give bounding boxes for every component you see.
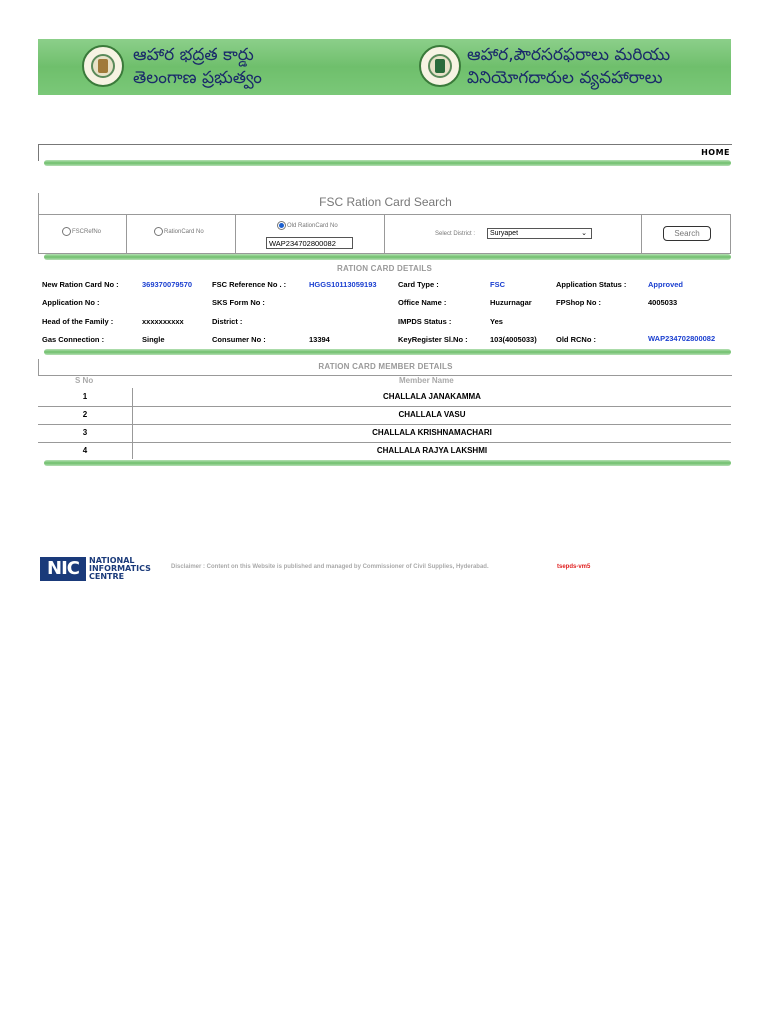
search-button[interactable]: Search	[663, 226, 711, 241]
civil-supplies-emblem-icon	[419, 45, 461, 87]
section-title-members: RATION CARD MEMBER DETAILS	[318, 362, 453, 371]
banner-right-line1: ఆహార,పౌరసరఫరాలు మరియు	[467, 45, 671, 65]
row-member-name: CHALLALA KRISHNAMACHARI	[372, 428, 492, 437]
search-form	[38, 214, 731, 254]
value-gas-connection: Single	[142, 335, 165, 344]
radio-old-rationcard-no[interactable]	[277, 221, 286, 230]
banner-left-line1: ఆహార భద్రత కార్డు	[133, 45, 254, 65]
district-label: Select District :	[435, 231, 476, 237]
label-fpshop-no: FPShop No :	[556, 298, 601, 307]
label-office-name: Office Name :	[398, 298, 447, 307]
divider	[44, 254, 731, 260]
server-tag: tsepds-vm5	[557, 564, 591, 570]
column-header-member-name: Member Name	[399, 376, 454, 385]
value-head-of-family: xxxxxxxxxx	[142, 317, 184, 326]
table-row	[38, 442, 731, 460]
value-fpshop-no: 4005033	[648, 298, 678, 307]
cell-divider	[641, 215, 642, 253]
label-district: District :	[212, 317, 243, 326]
value-impds-status: Yes	[490, 317, 503, 326]
telangana-emblem-icon	[82, 45, 124, 87]
radio-old-rationcard-label: Old RationCard No	[287, 223, 338, 229]
disclaimer-text: Disclaimer : Content on this Website is published and managed by Commissioner of Civil Supplies, Hyderabad.	[171, 564, 489, 570]
banner-right-line2: వినియోగదారుల వ్యవహారాలు	[467, 68, 663, 88]
search-title-row	[38, 193, 732, 214]
radio-rationcard-label: RationCard No	[164, 229, 204, 235]
nic-abbr: NIC	[40, 557, 86, 581]
value-consumer-no: 13394	[309, 335, 330, 344]
table-row	[38, 424, 731, 443]
label-consumer-no: Consumer No :	[212, 335, 266, 344]
label-keyregister: KeyRegister Sl.No :	[398, 335, 468, 344]
row-sno: 2	[82, 410, 88, 419]
value-old-rcno: WAP234702800082	[648, 334, 716, 343]
label-fsc-reference: FSC Reference No . :	[212, 280, 287, 289]
label-new-ration-card-no: New Ration Card No :	[42, 280, 119, 289]
page-title: FSC Ration Card Search	[319, 195, 452, 209]
nic-logo	[40, 557, 161, 581]
radio-fscrefno[interactable]	[62, 227, 71, 236]
nic-name: NATIONAL INFORMATICS CENTRE	[89, 556, 151, 581]
divider	[44, 460, 731, 466]
label-impds-status: IMPDS Status :	[398, 317, 452, 326]
row-sno: 3	[82, 428, 88, 437]
label-application-no: Application No :	[42, 298, 100, 307]
row-sno: 4	[82, 446, 88, 455]
value-office-name: Huzurnagar	[490, 298, 532, 307]
label-card-type: Card Type :	[398, 280, 439, 289]
label-application-status: Application Status :	[556, 280, 627, 289]
divider	[44, 349, 731, 355]
cell-divider	[126, 215, 127, 253]
cell-divider	[235, 215, 236, 253]
old-rationcard-input[interactable]: WAP234702800082	[266, 237, 353, 249]
column-header-sno: S No	[75, 376, 94, 385]
label-head-of-family: Head of the Family :	[42, 317, 114, 326]
radio-fscrefno-label: FSCRefNo	[72, 229, 102, 235]
chevron-down-icon: ⌄	[581, 230, 587, 237]
header-banner	[38, 39, 731, 95]
divider	[44, 160, 731, 166]
value-keyregister: 103(4005033)	[490, 335, 537, 344]
row-member-name: CHALLALA JANAKAMMA	[383, 392, 481, 401]
row-member-name: CHALLALA RAJYA LAKSHMI	[376, 446, 488, 455]
table-row	[38, 406, 731, 425]
nav-bar	[38, 144, 732, 161]
cell-divider	[384, 215, 385, 253]
district-value: Suryapet	[490, 230, 519, 237]
members-title-row	[38, 359, 732, 376]
label-sks-form-no: SKS Form No :	[212, 298, 265, 307]
banner-left-line2: తెలంగాణ ప్రభుత్వం	[133, 68, 262, 88]
section-title-details: RATION CARD DETAILS	[336, 264, 433, 273]
radio-rationcard-no[interactable]	[154, 227, 163, 236]
value-fsc-reference: HGGS10113059193	[309, 280, 377, 289]
home-link[interactable]: HOME	[701, 148, 730, 157]
row-sno: 1	[82, 392, 88, 401]
table-row	[38, 388, 731, 407]
value-new-ration-card-no: 369370079570	[142, 280, 193, 289]
value-application-status: Approved	[648, 280, 684, 289]
label-old-rcno: Old RCNo :	[556, 335, 596, 344]
row-member-name: CHALLALA VASU	[398, 410, 466, 419]
value-card-type: FSC	[490, 280, 505, 289]
label-gas-connection: Gas Connection :	[42, 335, 105, 344]
district-select[interactable]	[487, 228, 592, 239]
